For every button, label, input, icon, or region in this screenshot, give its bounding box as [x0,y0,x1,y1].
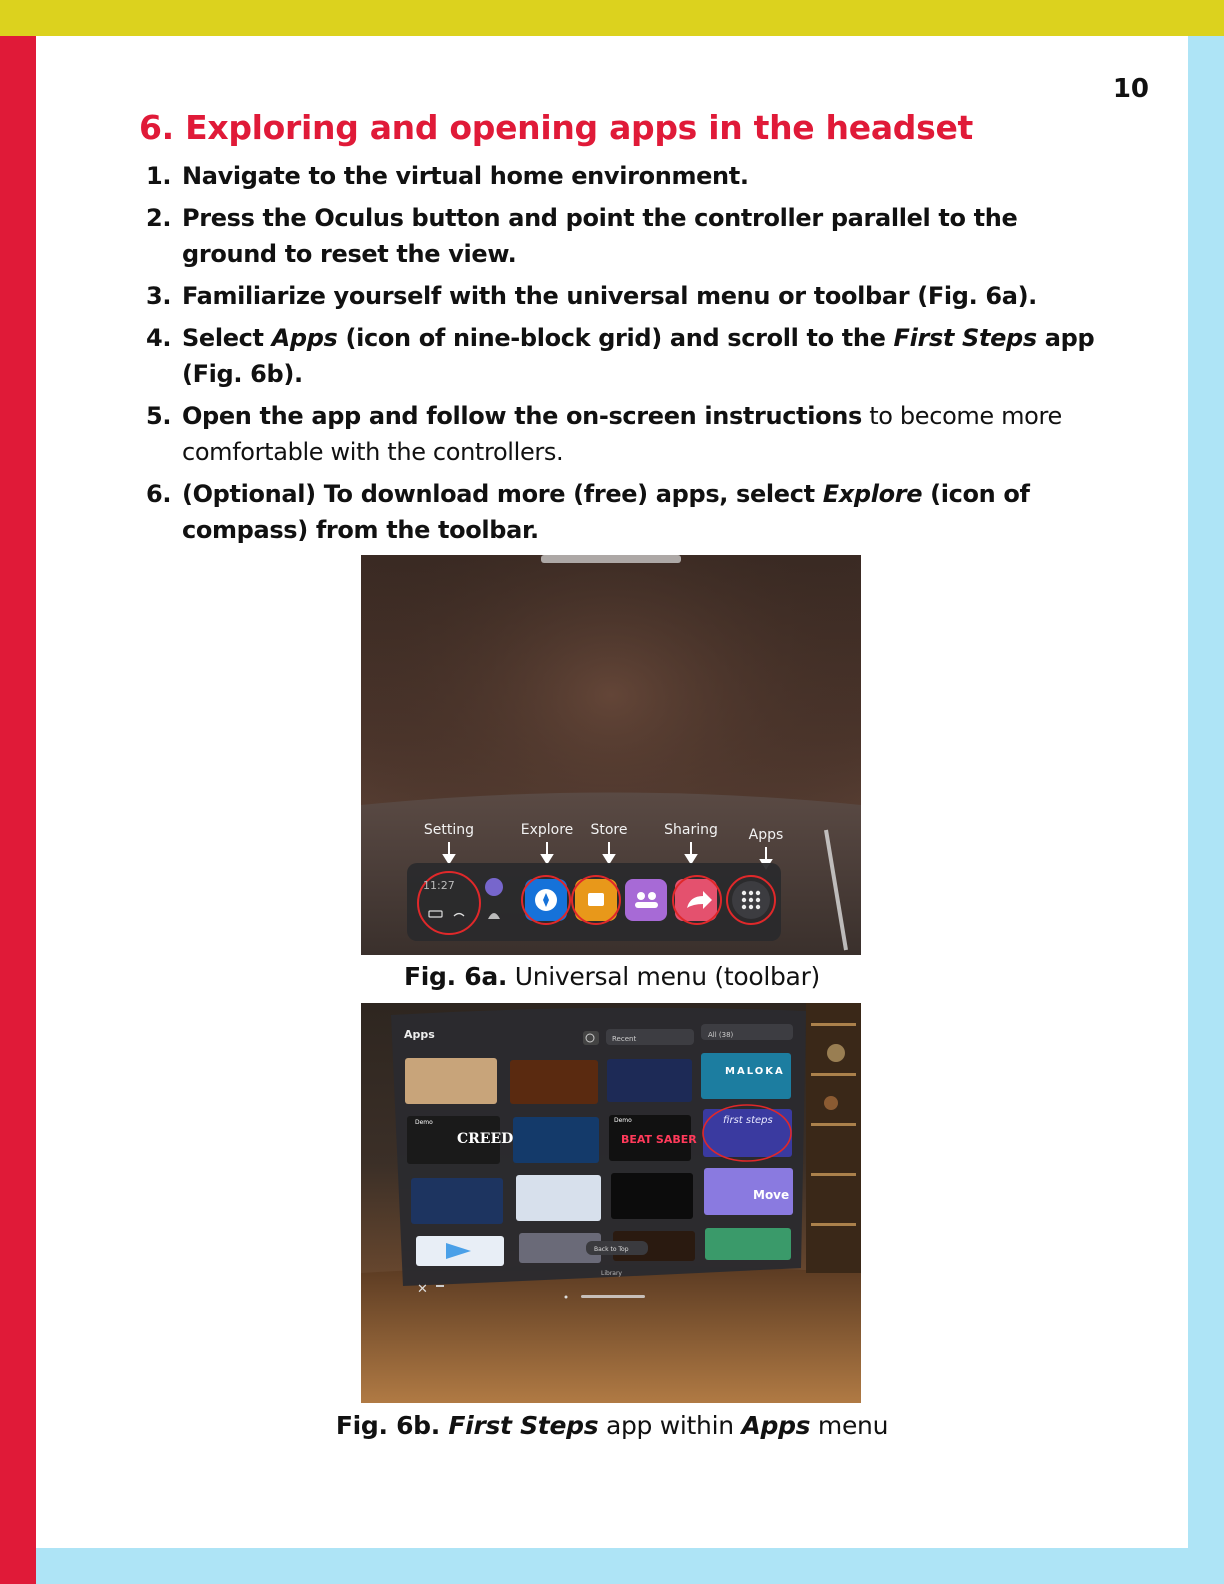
tile-move-title: Move [753,1188,790,1202]
tile-beat-saber-title: BEAT SABER [621,1133,697,1146]
steps-list [146,158,1106,554]
figure-6b-apps-menu [361,1003,861,1403]
bookshelf [806,1003,861,1273]
step-number: 6. [146,480,172,508]
step-number: 1. [146,162,172,190]
step-number: 4. [146,324,172,352]
figure-6a-toolbar [361,555,861,955]
step-number: 2. [146,204,172,232]
app-tile[interactable] [405,1058,497,1104]
step-term-apps: Apps [271,324,338,352]
caption-text: menu [810,1411,889,1440]
step-text-regular: to become more comfortable with the controllers. [182,402,1062,466]
step-5 [146,398,1106,470]
step-number: 3. [146,282,172,310]
figure-6a-caption [0,962,1224,991]
label-setting: Setting [423,822,475,838]
app-tile[interactable] [611,1173,693,1219]
minimize-icon[interactable] [436,1285,444,1287]
step-text-bold: Open the app and follow the on-screen instructions [182,402,862,430]
figure-6b-scene [361,1003,861,1403]
tile-creed-title: CREED [457,1131,514,1147]
step-term-explore: Explore [822,480,923,508]
right-color-band [1188,36,1224,1584]
caption-term-apps: Apps [741,1411,811,1440]
app-tile[interactable] [705,1228,791,1260]
app-tile[interactable] [510,1060,598,1104]
section-title: 6. Exploring and opening apps in the headset [139,108,974,147]
step-text-part: (icon of nine-block grid) and scroll to the [337,324,894,352]
back-to-top-label: Back to Top [594,1246,629,1253]
step-3 [146,278,1106,314]
close-icon[interactable]: ✕ [417,1282,428,1297]
app-tile[interactable] [513,1117,599,1163]
caption-text: app within [598,1411,742,1440]
top-color-band [0,0,1224,36]
caption-text: Universal menu (toolbar) [507,962,821,991]
label-sharing: Sharing [664,822,718,838]
grid-icon [742,891,760,909]
left-color-band [0,36,36,1584]
caption-label: Fig. 6a. [403,962,508,991]
filter-dropdown-value: All (38) [708,1031,734,1039]
people-icon [635,902,658,908]
label-apps: Apps [748,827,784,843]
tile-demo-badge: Demo [614,1117,632,1124]
top-light-bar [541,555,681,563]
step-term-first-steps: First Steps [893,324,1037,352]
search-icon[interactable] [583,1031,599,1045]
page-number: 10 [1112,74,1149,104]
clock-readout: 11:27 [423,879,455,892]
library-label: Library [601,1270,622,1277]
label-store: Store [590,822,628,838]
tile-maloka-title: MALOKA [725,1066,785,1077]
tile-demo-badge: Demo [415,1119,433,1126]
step-text-part: app (Fig. 6b). [182,324,1095,388]
step-text: Press the Oculus button and point the controller parallel to the ground to reset the view. [182,204,1018,268]
bottom-color-band [36,1548,1188,1584]
profile-avatar-icon [485,878,503,896]
app-tile[interactable] [607,1059,692,1102]
label-explore: Explore [520,822,574,838]
step-1 [146,158,1106,194]
step-number: 5. [146,402,172,430]
step-text-part: (icon of compass) from the toolbar. [182,480,1030,544]
step-2 [146,200,1106,272]
people-app-icon [625,879,667,921]
apps-panel-title: Apps [404,1028,435,1041]
app-tile[interactable] [516,1175,601,1221]
app-tile[interactable] [411,1178,503,1224]
figure-6a-scene [361,555,861,955]
step-text-part: (Optional) To download more (free) apps, select [182,480,823,508]
step-text-part: Select [182,324,272,352]
caption-term-first-steps: First Steps [448,1411,599,1440]
caption-label: Fig. 6b. [335,1411,449,1440]
step-6 [146,476,1106,548]
store-bag-icon [588,893,604,906]
figure-6b-caption [0,1411,1224,1440]
panel-drag-handle[interactable] [581,1295,645,1298]
tile-first-steps-title: first steps [723,1115,773,1126]
step-4 [146,320,1106,392]
step-text: Familiarize yourself with the universal menu or toolbar (Fig. 6a). [182,282,1037,310]
step-text: Navigate to the virtual home environment. [182,162,749,190]
sort-dropdown-value: Recent [612,1035,637,1043]
